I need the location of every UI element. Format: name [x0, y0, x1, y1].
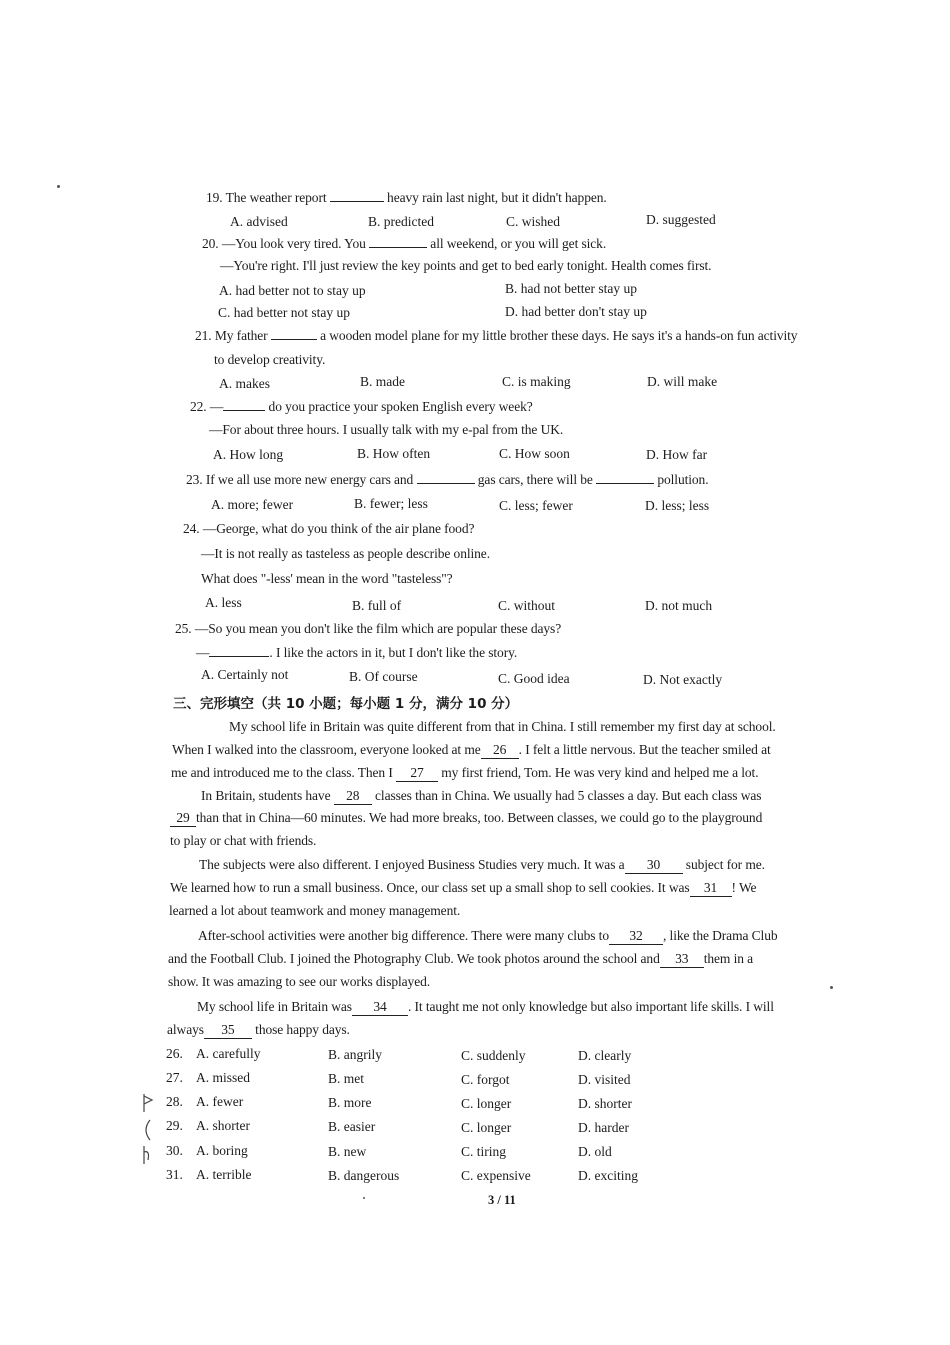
q21-text: a wooden model plane for my little brother these days. He says it's a hands-on fun activity [316, 328, 798, 343]
cloze-text: When I walked into the classroom, everyone looked at me [172, 742, 481, 757]
q21-text: 21. My father [195, 328, 271, 343]
cloze-heading: 三、完形填空（共 10 小题；每小题 1 分，满分 10 分） [173, 696, 519, 712]
q22-option-c: C. How soon [499, 446, 570, 461]
cloze-text: My school life in Britain was [197, 999, 352, 1014]
cloze-opt-31-b: B. dangerous [328, 1168, 400, 1183]
cloze-opt-31-a: A. terrible [196, 1167, 252, 1182]
cloze-opt-30-num: 30. [166, 1143, 183, 1158]
q20-text: 20. —You look very tired. You [202, 236, 370, 251]
q21-option-a: A. makes [219, 376, 270, 391]
q22-option-b: B. How often [357, 446, 431, 461]
q25-option-c: C. Good idea [498, 671, 570, 686]
q21-stem [195, 328, 797, 344]
answer-blank [330, 190, 384, 202]
cloze-blank-29: 29 [170, 810, 196, 827]
cloze-blank-30: 30 [625, 857, 683, 874]
cloze-opt-28-c: C. longer [461, 1096, 512, 1111]
q24-option-a: A. less [205, 595, 242, 610]
answer-blank [417, 472, 475, 484]
cloze-opt-31-num: 31. [166, 1167, 183, 1182]
q25-option-d: D. Not exactly [643, 672, 723, 687]
stray-dot [363, 1197, 365, 1199]
answer-blank [369, 236, 427, 248]
q20-reply: —You're right. I'll just review the key points and get to bed early tonight. Health comes first. [220, 258, 712, 273]
q21-option-c: C. is making [502, 374, 571, 389]
q21-option-b: B. made [360, 374, 405, 389]
q24-stem: 24. —George, what do you think of the air plane food? [183, 521, 475, 536]
q25-stem: 25. —So you mean you don't like the film which are popular these days? [175, 621, 562, 636]
q24-option-d: D. not much [645, 598, 713, 613]
cloze-text: ! We [731, 880, 757, 895]
cloze-opt-29-a: A. shorter [196, 1118, 250, 1133]
page-number: 3 / 11 [488, 1193, 516, 1207]
answer-blank [223, 399, 265, 411]
q20-stem [202, 236, 606, 252]
cloze-opt-30-c: C. tiring [461, 1144, 507, 1159]
q19-text: heavy rain last night, but it didn't happen. [383, 190, 607, 205]
cloze-p2-line1 [201, 788, 761, 805]
q19-stem [206, 190, 607, 206]
cloze-opt-26-a: A. carefully [196, 1046, 261, 1061]
cloze-blank-27: 27 [396, 765, 438, 782]
cloze-blank-28: 28 [334, 788, 372, 805]
cloze-text: me and introduced me to the class. Then I [171, 765, 396, 780]
cloze-text: We learned how to run a small business. Once, our class set up a small shop to sell cookies. It was [170, 880, 690, 895]
q20-option-b: B. had not better stay up [505, 281, 637, 296]
q24-option-c: C. without [498, 598, 556, 613]
cloze-opt-31-c: C. expensive [461, 1168, 531, 1183]
cloze-blank-32: 32 [609, 928, 663, 945]
cloze-opt-27-b: B. met [328, 1071, 364, 1086]
q19-option-a: A. advised [230, 214, 288, 229]
q23-option-d: D. less; less [645, 498, 710, 513]
answer-blank [596, 472, 654, 484]
cloze-opt-28-d: D. shorter [578, 1096, 632, 1111]
cloze-text: In Britain, students have [201, 788, 334, 803]
cloze-p1-line3 [171, 765, 758, 782]
q24-option-b: B. full of [352, 598, 402, 613]
stray-dot [830, 986, 833, 989]
cloze-p4-line3: show. It was amazing to see our works displayed. [168, 974, 431, 989]
q25-reply [196, 645, 517, 661]
cloze-opt-30-b: B. new [328, 1144, 367, 1159]
cloze-opt-28-b: B. more [328, 1095, 372, 1110]
q22-text: do you practice your spoken English every week? [265, 399, 533, 414]
q19-text: 19. The weather report [206, 190, 330, 205]
cloze-opt-29-c: C. longer [461, 1120, 512, 1135]
cloze-p4-line2 [168, 951, 753, 968]
cloze-blank-34: 34 [352, 999, 408, 1016]
q23-option-c: C. less; fewer [499, 498, 573, 513]
cloze-opt-27-num: 27. [166, 1070, 183, 1085]
q19-option-d: D. suggested [646, 212, 716, 227]
cloze-opt-29-d: D. harder [578, 1120, 629, 1135]
cloze-p4-line1 [198, 928, 778, 945]
q25-option-b: B. Of course [349, 669, 418, 684]
q25-text: — [196, 645, 210, 660]
cloze-text: The subjects were also different. I enjoyed Business Studies very much. It was a [199, 857, 625, 872]
cloze-opt-30-a: A. boring [196, 1143, 248, 1158]
cloze-opt-26-d: D. clearly [578, 1048, 632, 1063]
handwritten-pencil-mark [138, 1090, 160, 1170]
cloze-text: After-school activities were another big difference. There were many clubs to [198, 928, 609, 943]
q22-text: 22. — [190, 399, 224, 414]
cloze-p1-line2 [172, 742, 771, 759]
q22-option-a: A. How long [213, 447, 284, 462]
q24-question: What does "-less' mean in the word "tasteless"? [201, 571, 453, 586]
cloze-text: and the Football Club. I joined the Photography Club. We took photos around the school and [168, 951, 660, 966]
cloze-opt-26-b: B. angrily [328, 1047, 382, 1062]
q23-stem [186, 472, 708, 488]
cloze-p5-line1 [197, 999, 774, 1016]
cloze-p5-line2 [167, 1022, 350, 1039]
cloze-opt-28-a: A. fewer [196, 1094, 244, 1109]
q19-option-b: B. predicted [368, 214, 434, 229]
cloze-p1-line1: My school life in Britain was quite different from that in China. I still remember my first day at school. [229, 719, 776, 734]
cloze-opt-31-d: D. exciting [578, 1168, 638, 1183]
cloze-text: those happy days. [251, 1022, 350, 1037]
cloze-opt-27-c: C. forgot [461, 1072, 510, 1087]
answer-blank [271, 328, 317, 340]
cloze-text: , like the Drama Club [663, 928, 778, 943]
q21-stem-cont: to develop creativity. [214, 352, 326, 367]
cloze-text: always [167, 1022, 204, 1037]
q23-text: 23. If we all use more new energy cars and [186, 472, 417, 487]
q25-text: . I like the actors in it, but I don't like the story. [269, 645, 518, 660]
q22-option-d: D. How far [646, 447, 708, 462]
cloze-p3-line3: learned a lot about teamwork and money management. [169, 903, 461, 918]
cloze-text: classes than in China. We usually had 5 classes a day. But each class was [371, 788, 762, 803]
cloze-opt-28-num: 28. [166, 1094, 183, 1109]
cloze-opt-30-d: D. old [578, 1144, 612, 1159]
q19-option-c: C. wished [506, 214, 560, 229]
q21-option-d: D. will make [647, 374, 718, 389]
q23-text: gas cars, there will be [474, 472, 597, 487]
cloze-text: . It taught me not only knowledge but also important life skills. I will [407, 999, 774, 1014]
q20-text: all weekend, or you will get sick. [427, 236, 607, 251]
stray-dot [57, 185, 60, 188]
cloze-text: . I felt a little nervous. But the teacher smiled at [518, 742, 771, 757]
q23-option-b: B. fewer; less [354, 496, 428, 511]
q20-option-c: C. had better not stay up [218, 305, 350, 320]
cloze-text: them in a [703, 951, 754, 966]
cloze-blank-26: 26 [481, 742, 519, 759]
cloze-opt-26-c: C. suddenly [461, 1048, 526, 1063]
cloze-opt-29-num: 29. [166, 1118, 183, 1133]
q23-option-a: A. more; fewer [211, 497, 294, 512]
cloze-blank-35: 35 [204, 1022, 252, 1039]
cloze-blank-33: 33 [660, 951, 704, 968]
cloze-p2-line2 [170, 810, 762, 827]
q20-option-a: A. had better not to stay up [219, 283, 366, 298]
cloze-blank-31: 31 [690, 880, 732, 897]
cloze-opt-27-d: D. visited [578, 1072, 631, 1087]
cloze-p3-line1 [199, 857, 765, 874]
cloze-p2-line3: to play or chat with friends. [170, 833, 317, 848]
q23-text: pollution. [654, 472, 709, 487]
cloze-p3-line2 [170, 880, 756, 897]
cloze-text: my first friend, Tom. He was very kind and helped me a lot. [437, 765, 759, 780]
cloze-text: than that in China—60 minutes. We had more breaks, too. Between classes, we could go to the playground [196, 810, 763, 825]
q25-option-a: A. Certainly not [201, 667, 289, 682]
cloze-opt-26-num: 26. [166, 1046, 183, 1061]
cloze-text: subject for me. [682, 857, 765, 872]
cloze-opt-29-b: B. easier [328, 1119, 376, 1134]
q22-stem [190, 399, 533, 415]
answer-blank [209, 645, 269, 657]
q20-option-d: D. had better don't stay up [505, 304, 647, 319]
q22-reply: —For about three hours. I usually talk with my e-pal from the UK. [209, 422, 564, 437]
q24-reply: —It is not really as tasteless as people describe online. [201, 546, 490, 561]
cloze-opt-27-a: A. missed [196, 1070, 250, 1085]
